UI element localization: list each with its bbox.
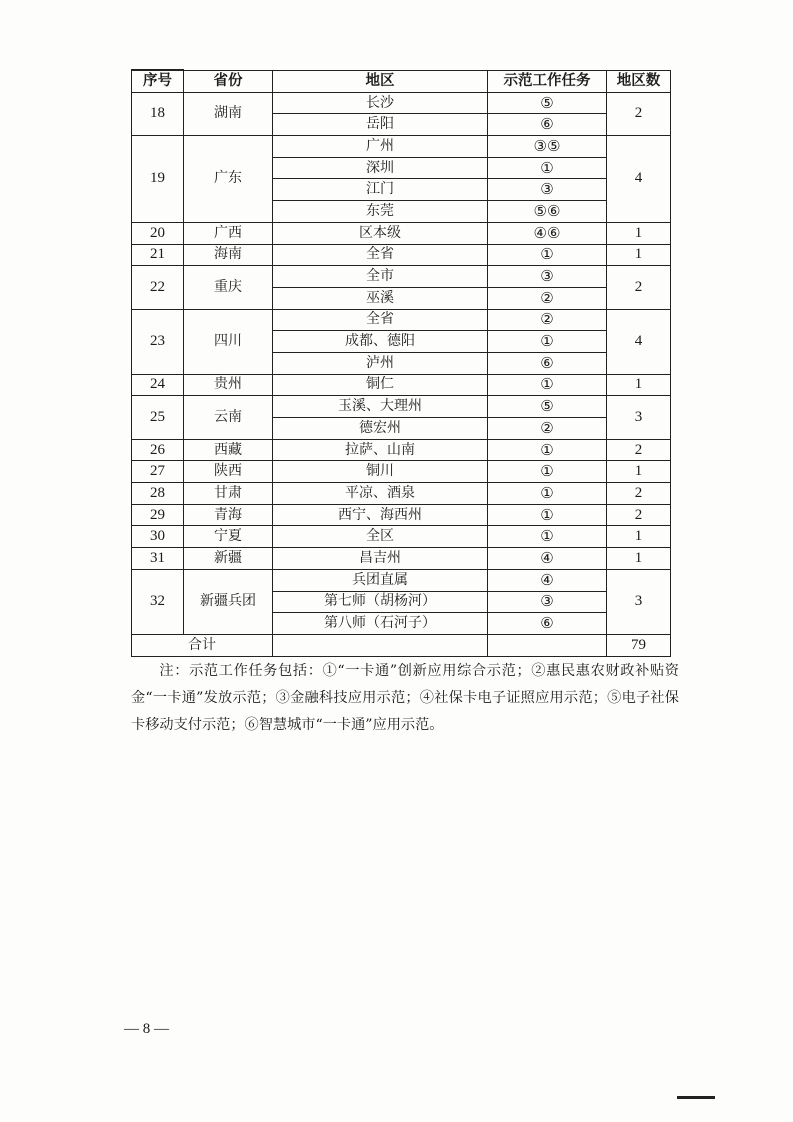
area-cell: 玉溪、大理州 xyxy=(273,396,488,418)
area-cell: 岳阳 xyxy=(273,114,488,136)
task-cell: ③ xyxy=(488,591,607,613)
count-cell: 1 xyxy=(607,548,671,570)
province-cell: 广东 xyxy=(184,136,273,223)
count-cell: 2 xyxy=(607,439,671,461)
seq-cell: 18 xyxy=(132,92,184,135)
area-cell: 拉萨、山南 xyxy=(273,439,488,461)
seq-cell: 31 xyxy=(132,548,184,570)
table-row xyxy=(132,309,671,331)
seq-cell: 22 xyxy=(132,266,184,309)
table-header-row xyxy=(132,70,671,92)
seq-cell: 25 xyxy=(132,396,184,439)
area-cell: 第八师（石河子） xyxy=(273,613,488,635)
task-cell: ⑤ xyxy=(488,396,607,418)
count-cell: 4 xyxy=(607,309,671,374)
demonstration-table xyxy=(131,69,671,657)
province-cell: 新疆兵团 xyxy=(184,569,273,634)
count-cell: 1 xyxy=(607,526,671,548)
province-cell: 陕西 xyxy=(184,461,273,483)
area-cell: 全市 xyxy=(273,266,488,288)
province-cell: 甘肃 xyxy=(184,483,273,505)
count-cell: 3 xyxy=(607,396,671,439)
task-cell: ① xyxy=(488,244,607,266)
area-cell: 德宏州 xyxy=(273,418,488,440)
task-cell: ④ xyxy=(488,548,607,570)
task-cell: ⑥ xyxy=(488,352,607,374)
table-row xyxy=(132,461,671,483)
task-cell: ④ xyxy=(488,569,607,591)
province-cell: 贵州 xyxy=(184,374,273,396)
task-cell: ① xyxy=(488,331,607,353)
seq-cell: 26 xyxy=(132,439,184,461)
seq-cell: 23 xyxy=(132,309,184,374)
table-body xyxy=(132,92,671,634)
table-row xyxy=(132,222,671,244)
task-cell: ① xyxy=(488,483,607,505)
header-count: 地区数 xyxy=(607,70,671,92)
area-cell: 巫溪 xyxy=(273,287,488,309)
table-row xyxy=(132,136,671,158)
area-cell: 第七师（胡杨河） xyxy=(273,591,488,613)
area-cell: 深圳 xyxy=(273,157,488,179)
table-row xyxy=(132,569,671,591)
scan-mark xyxy=(677,1096,715,1099)
seq-cell: 28 xyxy=(132,483,184,505)
area-cell: 江门 xyxy=(273,179,488,201)
table-row xyxy=(132,92,671,114)
area-cell: 全区 xyxy=(273,526,488,548)
area-cell: 长沙 xyxy=(273,92,488,114)
seq-cell: 30 xyxy=(132,526,184,548)
seq-cell: 27 xyxy=(132,461,184,483)
page-number: — 8 — xyxy=(124,1021,169,1037)
province-cell: 西藏 xyxy=(184,439,273,461)
province-cell: 宁夏 xyxy=(184,526,273,548)
province-cell: 广西 xyxy=(184,222,273,244)
area-cell: 昌吉州 xyxy=(273,548,488,570)
count-cell: 1 xyxy=(607,461,671,483)
task-cell: ② xyxy=(488,309,607,331)
seq-cell: 20 xyxy=(132,222,184,244)
area-cell: 平凉、酒泉 xyxy=(273,483,488,505)
total-empty-cell xyxy=(273,634,488,656)
area-cell: 广州 xyxy=(273,136,488,158)
count-cell: 2 xyxy=(607,483,671,505)
table-row xyxy=(132,439,671,461)
province-cell: 海南 xyxy=(184,244,273,266)
province-cell: 青海 xyxy=(184,504,273,526)
area-cell: 铜川 xyxy=(273,461,488,483)
area-cell: 成都、德阳 xyxy=(273,331,488,353)
table-row xyxy=(132,548,671,570)
seq-cell: 29 xyxy=(132,504,184,526)
task-cell: ① xyxy=(488,439,607,461)
task-cell: ⑤ xyxy=(488,92,607,114)
province-cell: 重庆 xyxy=(184,266,273,309)
count-cell: 2 xyxy=(607,266,671,309)
table-note: 注：示范工作任务包括：①“一卡通”创新应用综合示范；②惠民惠农财政补贴资金“一卡通”发放示范；③金融科技应用示范；④社保卡电子证照应用示范；⑤电子社保卡移动支付示范；⑥智慧城市“一卡通”应用示范。 xyxy=(131,663,679,733)
area-cell: 区本级 xyxy=(273,222,488,244)
count-cell: 4 xyxy=(607,136,671,223)
header-area: 地区 xyxy=(273,70,488,92)
task-cell: ② xyxy=(488,418,607,440)
province-cell: 云南 xyxy=(184,396,273,439)
task-cell: ⑤⑥ xyxy=(488,201,607,223)
task-cell: ⑥ xyxy=(488,613,607,635)
table-row xyxy=(132,504,671,526)
total-label: 合计 xyxy=(132,634,273,656)
header-seq: 序号 xyxy=(132,70,184,92)
area-cell: 全省 xyxy=(273,244,488,266)
task-cell: ④⑥ xyxy=(488,222,607,244)
seq-cell: 24 xyxy=(132,374,184,396)
task-cell: ② xyxy=(488,287,607,309)
count-cell: 1 xyxy=(607,244,671,266)
seq-cell: 32 xyxy=(132,569,184,634)
table-row xyxy=(132,526,671,548)
task-cell: ① xyxy=(488,157,607,179)
table-row xyxy=(132,266,671,288)
total-row xyxy=(132,634,671,656)
total-value: 79 xyxy=(607,634,671,656)
count-cell: 1 xyxy=(607,222,671,244)
area-cell: 东莞 xyxy=(273,201,488,223)
table-row xyxy=(132,244,671,266)
table-row xyxy=(132,374,671,396)
task-cell: ① xyxy=(488,526,607,548)
task-cell: ③ xyxy=(488,266,607,288)
area-cell: 铜仁 xyxy=(273,374,488,396)
task-cell: ① xyxy=(488,374,607,396)
task-cell: ③ xyxy=(488,179,607,201)
count-cell: 3 xyxy=(607,569,671,634)
total-empty-cell xyxy=(488,634,607,656)
table-row xyxy=(132,483,671,505)
province-cell: 新疆 xyxy=(184,548,273,570)
seq-cell: 21 xyxy=(132,244,184,266)
area-cell: 西宁、海西州 xyxy=(273,504,488,526)
area-cell: 兵团直属 xyxy=(273,569,488,591)
header-task: 示范工作任务 xyxy=(488,70,607,92)
task-cell: ① xyxy=(488,461,607,483)
count-cell: 2 xyxy=(607,504,671,526)
count-cell: 1 xyxy=(607,374,671,396)
task-cell: ③⑤ xyxy=(488,136,607,158)
task-cell: ① xyxy=(488,504,607,526)
province-cell: 四川 xyxy=(184,309,273,374)
header-province: 省份 xyxy=(184,70,273,92)
task-cell: ⑥ xyxy=(488,114,607,136)
area-cell: 全省 xyxy=(273,309,488,331)
table-row xyxy=(132,396,671,418)
count-cell: 2 xyxy=(607,92,671,135)
area-cell: 泸州 xyxy=(273,352,488,374)
seq-cell: 19 xyxy=(132,136,184,223)
province-cell: 湖南 xyxy=(184,92,273,135)
